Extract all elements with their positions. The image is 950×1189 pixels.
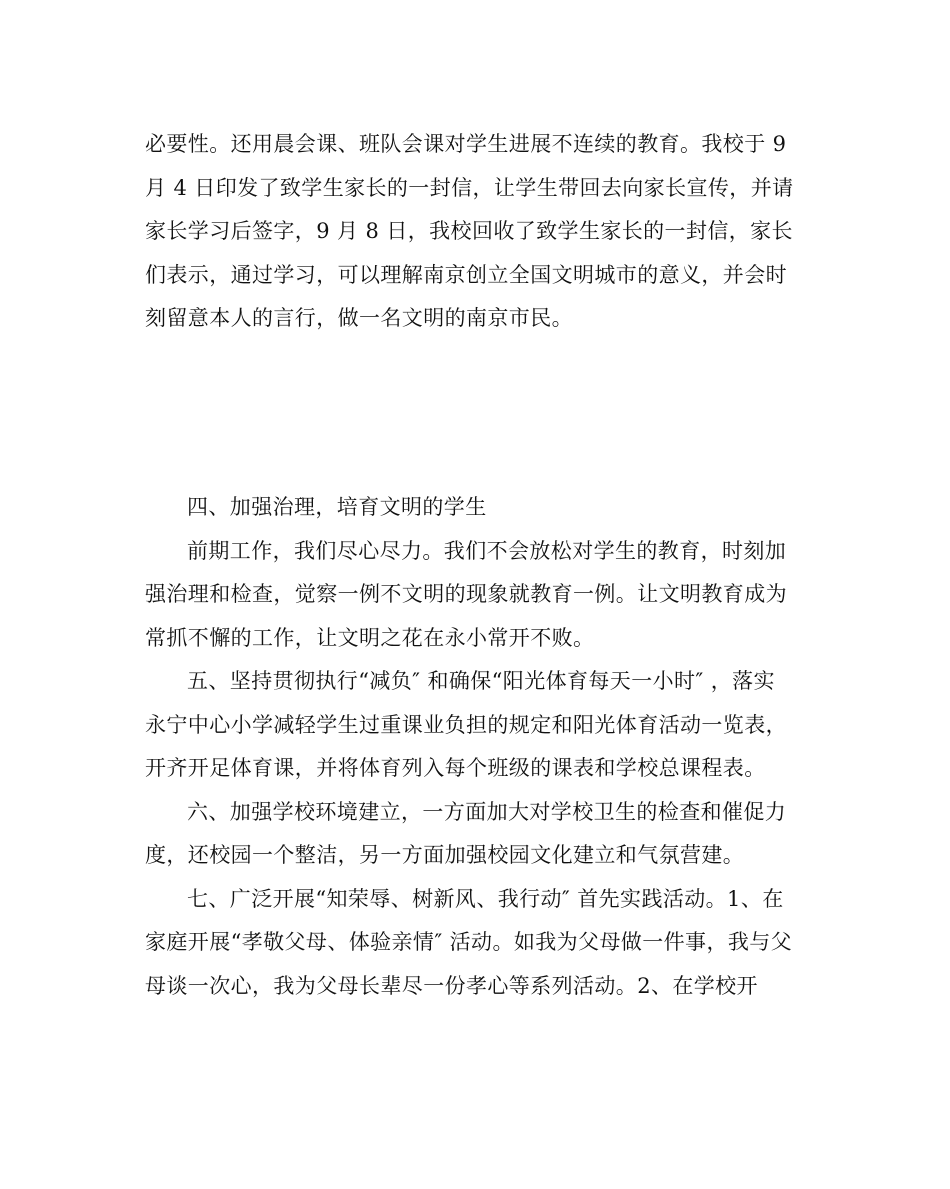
section-5-text-line: 永宁中心小学减轻学生过重课业负担的规定和阳光体育活动一览表， — [145, 712, 787, 737]
text-line: 们表示，通过学习，可以理解南京创立全国文明城市的意义，并会时 — [145, 262, 787, 287]
section-4-text-line: 强治理和检查，觉察一例不文明的现象就教育一例。让文明教育成为 — [145, 582, 787, 606]
section-4-text-line: 前期工作，我们尽心尽力。我们不会放松对学生的教育，时刻加 — [187, 538, 787, 563]
text-line: 月 4 日印发了致学生家长的一封信，让学生带回去向家长宣传，并请 — [145, 175, 794, 200]
section-4-text-line: 常抓不懈的工作，让文明之花在永小常开不败。 — [145, 625, 595, 650]
section-5-text-line: 开齐开足体育课，并将体育列入每个班级的课表和学校总课程表。 — [145, 756, 766, 780]
text-line: 家长学习后签字，9 月 8 日，我校回收了致学生家长的一封信，家长 — [145, 219, 793, 243]
section-6-text-line: 六、加强学校环境建立，一方面加大对学校卫生的检查和催促力 — [187, 799, 787, 824]
section-7-text-line: 七、广泛开展“知荣辱、树新风、我行动″ 首先实践活动。1、在 — [187, 886, 784, 911]
paragraph-continuation — [145, 123, 805, 341]
section-5-text-line: 五、坚持贯彻执行“减负″ 和确保“阳光体育每天一小时″ ，落实 — [187, 669, 775, 693]
section-6-text-line: 度，还校园一个整洁，另一方面加强校园文化建立和气氛营建。 — [145, 843, 745, 867]
text-line: 刻留意本人的言行，做一名文明的南京市民。 — [145, 306, 573, 330]
section-4-heading: 四、加强治理，培育文明的学生 — [187, 495, 487, 519]
section-7-text-line: 家庭开展“孝敬父母、体验亲情″ 活动。如我为父母做一件事，我与父 — [145, 930, 793, 954]
section-7-text-line: 母谈一次心，我为父母长辈尽一份孝心等系列活动。2、在学校开 — [145, 973, 758, 998]
document-body — [145, 486, 805, 1008]
text-line: 必要性。还用晨会课、班队会课对学生进展不连续的教育。我校于 9 — [145, 132, 787, 156]
